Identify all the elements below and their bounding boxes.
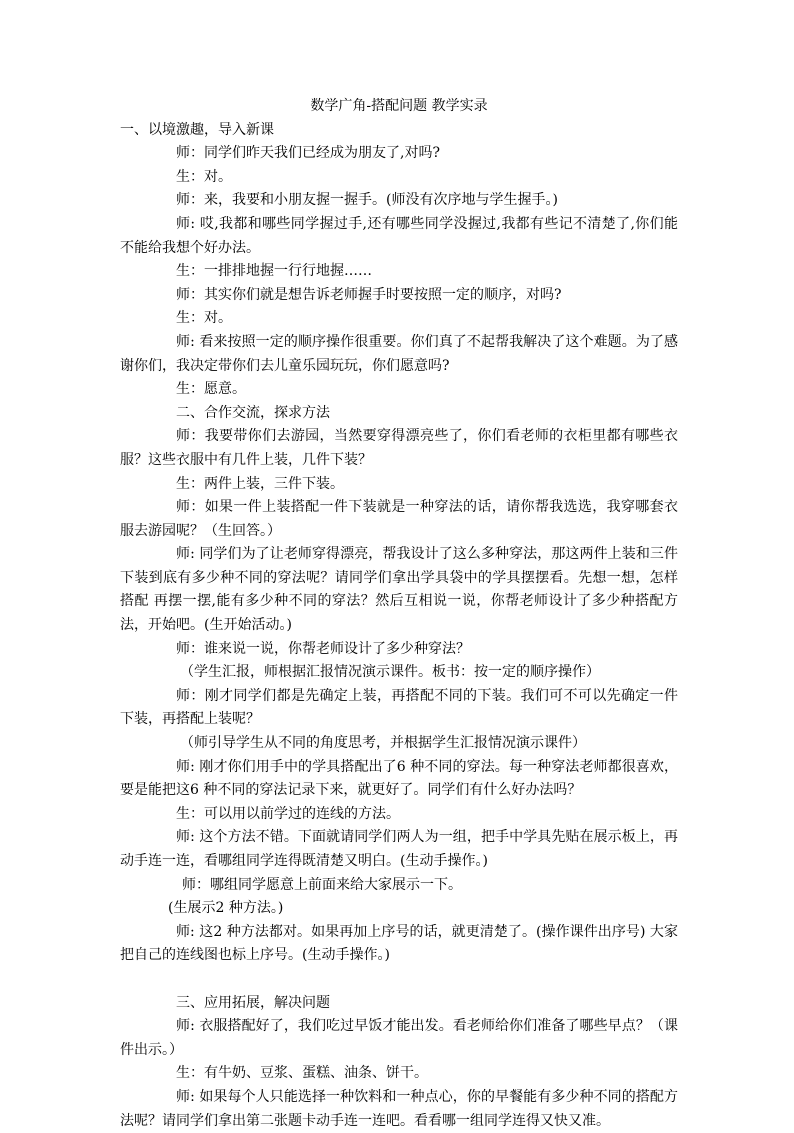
paragraph: 师: 如果每个人只能选择一种饮料和一种点心，你的早餐能有多少种不同的搭配方法呢？请同学们拿出第二张题卡动手连一连吧。看看哪一组同学连得又快又准。 (120, 1088, 678, 1129)
paragraph: 师：我要带你们去游园，当然要穿得漂亮些了，你们看老师的衣柜里都有哪些衣服？这些衣服中有几件上装，几件下装？ (120, 428, 678, 468)
paragraph: 生：一排排地握一行行地握…… (176, 263, 372, 280)
paragraph: 师: 同学们为了让老师穿得漂亮，帮我设计了这么多种穿法，那这两件上装和三件下装到底有多少种不同的穿法呢？请同学们拿出学具袋中的学具摆摆看。先想一想，怎样搭配 再摆一摆,能有多少种不同的穿法？然后互相说一说，你帮老师设计了多少种搭配方法，开始吧。(生开始活动。) (120, 546, 678, 634)
paragraph: 生：两件上装，三件下装。 (176, 475, 344, 492)
paragraph: 师: 这个方法不错。下面就请同学们两人为一组，把手中学具先贴在展示板上，再动手连一连，看哪组同学连得既清楚又明白。(生动手操作。) (120, 829, 678, 869)
paragraph: 师：同学们昨天我们已经成为朋友了,对吗? (176, 145, 440, 162)
paragraph: 师：来，我要和小朋友握一握手。(师没有次序地与学生握手。) (176, 192, 558, 209)
blank-line (120, 968, 678, 992)
paragraph: 二、合作交流，探求方法 (176, 404, 330, 421)
paragraph: 生：愿意。 (176, 381, 246, 398)
paragraph: 师: 这2 种方法都对。如果再加上序号的话，就更清楚了。(操作课件出序号) 大家把自己的连线图也标上序号。(生动手操作。) (120, 923, 678, 964)
paragraph: 师：其实你们就是想告诉老师握手时要按照一定的顺序，对吗? (176, 286, 562, 303)
document-body (120, 119, 678, 1133)
paragraph: 师：谁来说一说，你帮老师设计了多少种穿法？ (176, 640, 470, 657)
paragraph: 师: 看来按照一定的顺序操作很重要。你们真了不起帮我解决了这个难题。为了感谢你们，我决定带你们去儿童乐园玩玩，你们愿意吗? (120, 333, 678, 374)
paragraph: 师: 刚才你们用手中的学具搭配出了6 种不同的穿法。每一种穿法老师都很喜欢，要是能把这6 种不同的穿法记录下来，就更好了。同学们有什么好办法吗？ (120, 758, 678, 799)
paragraph: 师：刚才同学们都是先确定上装，再搭配不同的下装。我们可不可以先确定一件下装，再搭配上装呢？ (120, 687, 678, 728)
paragraph: （学生汇报，师根据汇报情况演示课件。板书：按一定的顺序操作） (180, 664, 600, 681)
paragraph: 师：如果一件上装搭配一件下装就是一种穿法的话，请你帮我选选，我穿哪套衣服去游园呢？（生回答。） (120, 499, 678, 539)
paragraph: 师: 哎,我都和哪些同学握过手,还有哪些同学没握过,我都有些记不清楚了,你们能不能给我想个好办法。 (120, 215, 678, 256)
paragraph: 生：有牛奶、豆浆、蛋糕、油条、饼干。 (176, 1065, 428, 1082)
paragraph: 师: 衣服搭配好了，我们吃过早饭才能出发。看老师给你们准备了哪些早点？（课件出示。） (120, 1018, 678, 1058)
paragraph: 生：对。 (176, 168, 232, 185)
paragraph: 生：对。 (176, 310, 232, 327)
paragraph: 三、应用拓展，解决问题 (176, 994, 330, 1011)
paragraph: (生展示2 种方法。) (168, 900, 284, 917)
paragraph: （师引导学生从不同的角度思考，并根据学生汇报情况演示课件） (180, 735, 586, 752)
paragraph: 一、以境激趣，导入新课 (120, 121, 274, 138)
paragraph: 生：可以用以前学过的连线的方法。 (176, 805, 400, 822)
document-title: 数学广角-搭配问题 教学实录 (310, 98, 488, 114)
paragraph: 师：哪组同学愿意上前面来给大家展示一下。 (182, 876, 462, 893)
